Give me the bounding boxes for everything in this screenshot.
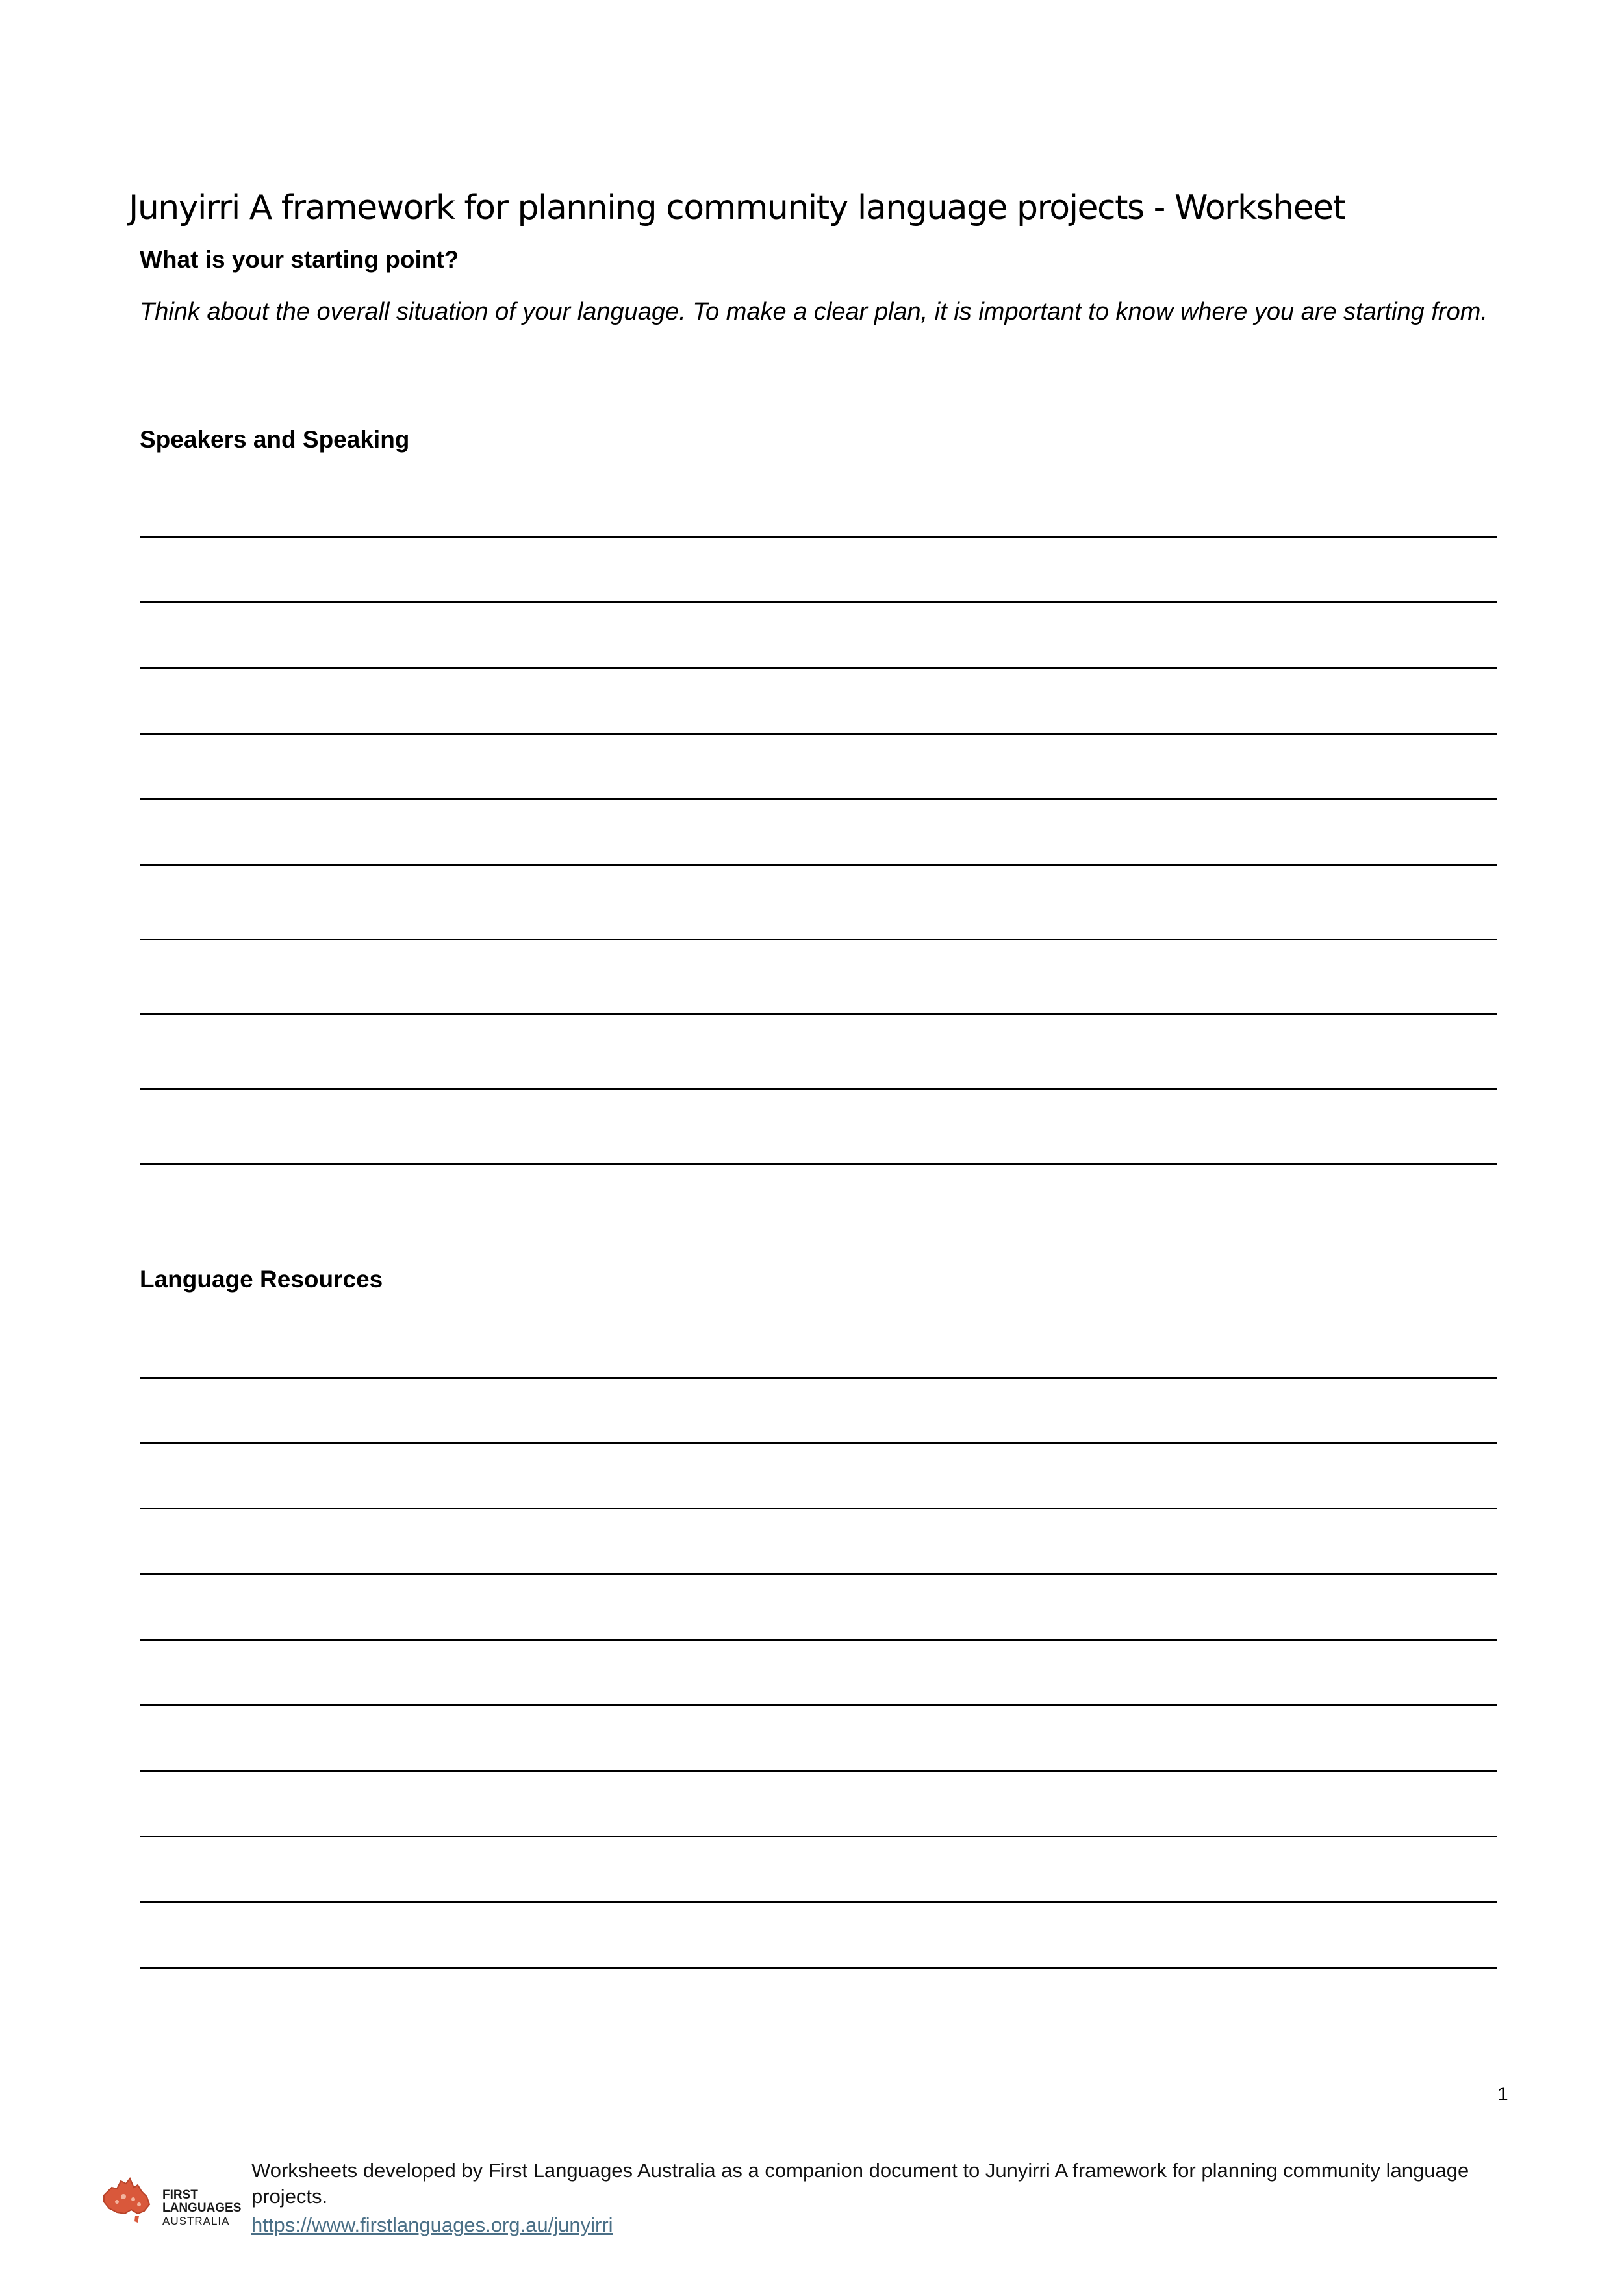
writing-line[interactable]: [140, 601, 1497, 603]
writing-line[interactable]: [140, 1836, 1497, 1837]
logo-line: LANGUAGES: [162, 2201, 242, 2215]
logo-line: AUSTRALIA: [162, 2215, 230, 2227]
writing-line[interactable]: [140, 536, 1497, 538]
writing-line[interactable]: [140, 1967, 1497, 1969]
writing-line[interactable]: [140, 864, 1497, 866]
footer-link[interactable]: https://www.firstlanguages.org.au/junyirri: [251, 2214, 613, 2236]
page-title: Junyirri A framework for planning community language projects - Worksheet: [129, 188, 1345, 227]
question-heading: What is your starting point?: [140, 246, 459, 273]
logo-line: FIRST: [162, 2188, 198, 2202]
writing-line[interactable]: [140, 1013, 1497, 1015]
first-languages-australia-logo: [97, 2171, 247, 2229]
australia-map-icon: [97, 2171, 162, 2229]
footer: [97, 2158, 1527, 2242]
writing-line[interactable]: [140, 1088, 1497, 1090]
intro-paragraph: Think about the overall situation of your language. To make a clear plan, it is important to know where you are starting from.: [140, 298, 1488, 325]
page-number: 1: [1497, 2084, 1508, 2105]
writing-line[interactable]: [140, 1508, 1497, 1509]
section-heading-speakers: Speakers and Speaking: [140, 426, 410, 453]
writing-line[interactable]: [140, 667, 1497, 669]
section-heading-resources: Language Resources: [140, 1266, 383, 1293]
writing-line[interactable]: [140, 798, 1497, 800]
writing-line[interactable]: [140, 1573, 1497, 1575]
logo-wordmark: [162, 2189, 241, 2228]
writing-line[interactable]: [140, 1377, 1497, 1379]
writing-line[interactable]: [140, 1163, 1497, 1165]
writing-line[interactable]: [140, 939, 1497, 940]
writing-line[interactable]: [140, 733, 1497, 735]
writing-line[interactable]: [140, 1639, 1497, 1641]
writing-line[interactable]: [140, 1901, 1497, 1903]
writing-line[interactable]: [140, 1442, 1497, 1444]
footer-text: Worksheets developed by First Languages Australia as a companion document to Junyirri A framework for planning community language projects.: [251, 2159, 1469, 2208]
writing-line[interactable]: [140, 1770, 1497, 1772]
writing-line[interactable]: [140, 1704, 1497, 1706]
